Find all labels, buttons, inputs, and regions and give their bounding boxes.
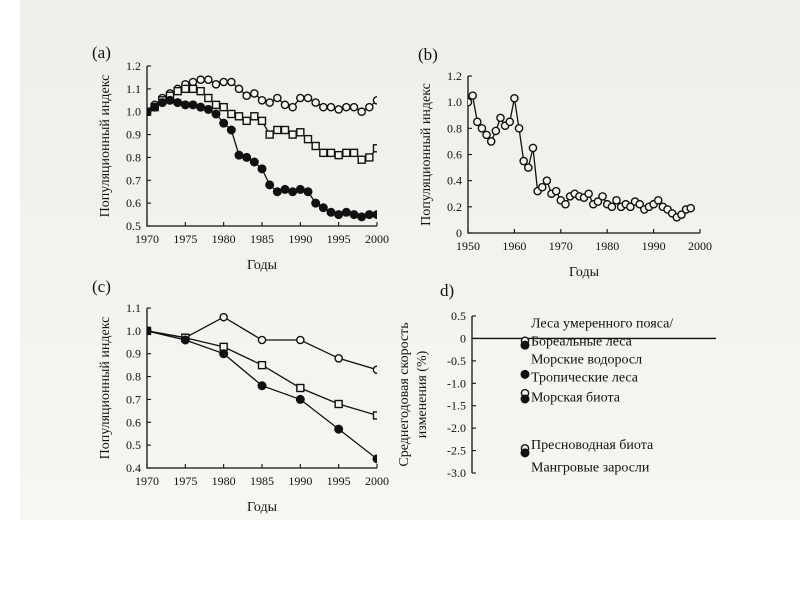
series-2-point	[374, 412, 381, 419]
y-tick-label: 1.0	[126, 323, 141, 338]
series-1-point	[220, 78, 227, 85]
series-3-point	[181, 336, 189, 344]
y-tick-label: 0.5	[451, 309, 466, 323]
series-2-point	[358, 156, 365, 163]
series-2-point	[297, 129, 304, 136]
series-3-point	[197, 103, 205, 111]
x-tick-label: 1990	[641, 239, 666, 253]
series-1-point	[251, 90, 258, 97]
series-2-point	[320, 149, 327, 156]
series-3-point	[158, 99, 166, 107]
panel-b	[418, 45, 712, 280]
series-1-point	[320, 104, 327, 111]
series-1-point	[228, 78, 235, 85]
series-1-point	[212, 81, 219, 88]
y-tick-label: -1.0	[447, 376, 466, 391]
point-5	[521, 395, 529, 403]
panel-label: (a)	[92, 43, 111, 62]
series-2-point	[251, 113, 258, 120]
x-tick-label: 1985	[250, 232, 274, 246]
series-1-point	[525, 164, 532, 171]
category-label-1: Леса умеренного пояса/	[531, 316, 674, 332]
series-1-point	[235, 85, 242, 92]
x-axis-label: Годы	[247, 258, 277, 273]
y-axis-label-line-2: изменения (%)	[415, 350, 430, 439]
series-2-point	[236, 113, 243, 120]
y-tick-label: -1.5	[447, 398, 466, 413]
y-tick-label: 0.8	[126, 369, 141, 384]
series-2-point	[213, 101, 220, 108]
series-2-point	[259, 117, 266, 124]
series-1-point	[474, 118, 481, 125]
series-2-point	[274, 127, 281, 134]
y-tick-label: 0	[456, 226, 462, 240]
y-tick-label: 0.6	[447, 147, 462, 162]
category-label-6: Пресноводная биота	[531, 437, 654, 453]
series-1-point	[297, 94, 304, 101]
y-tick-label: 1.1	[126, 301, 141, 315]
x-tick-label: 1980	[595, 239, 620, 253]
x-tick-label: 1985	[250, 474, 274, 488]
series-1-point	[366, 104, 373, 111]
series-3-point	[212, 110, 220, 118]
series-3-point	[189, 101, 197, 109]
series-3-point	[319, 204, 327, 212]
panel-label: (c)	[92, 277, 111, 296]
series-1-point	[312, 99, 319, 106]
x-tick-label: 1970	[548, 239, 573, 253]
point-3	[521, 370, 529, 378]
x-tick-label: 1970	[135, 232, 159, 246]
series-1-point	[464, 99, 471, 106]
category-label-7: Мангровые заросли	[531, 460, 650, 476]
series-3-point	[151, 103, 159, 111]
series-3-point	[312, 199, 320, 207]
series-2-point	[259, 362, 266, 369]
series-1-point	[511, 95, 518, 102]
category-label-4: Тропические леса	[531, 370, 638, 386]
series-1-point	[274, 94, 281, 101]
y-tick-label: -3.0	[447, 466, 466, 480]
series-3-point	[358, 213, 366, 221]
y-tick-label: 1.1	[126, 81, 141, 96]
panel-a	[92, 43, 389, 273]
series-1-point	[373, 97, 380, 104]
series-1-point	[258, 336, 265, 343]
series-1-point	[515, 125, 522, 132]
series-2-point	[174, 88, 181, 95]
series-2-point	[335, 401, 342, 408]
y-axis-label: Популяционный индекс	[98, 316, 113, 460]
x-tick-label: 1990	[288, 232, 313, 246]
y-tick-label: 0.2	[447, 199, 462, 214]
series-3-point	[204, 105, 212, 113]
series-2-point	[366, 154, 373, 161]
y-tick-label: 0.9	[126, 346, 141, 361]
y-tick-label: 0.9	[126, 127, 141, 142]
panel-label: d)	[440, 281, 455, 300]
series-3-point	[335, 211, 343, 219]
y-tick-label: 1.2	[447, 69, 462, 83]
series-1-point	[543, 177, 550, 184]
panel-label: (b)	[418, 45, 438, 64]
series-group	[143, 76, 381, 221]
series-1-point	[197, 76, 204, 83]
series-1-point	[220, 314, 227, 321]
series-1-point	[189, 78, 196, 85]
series-1-point	[335, 355, 342, 362]
series-3-point	[220, 350, 228, 358]
series-group	[143, 314, 381, 463]
series-3-point	[304, 188, 312, 196]
x-tick-label: 1995	[326, 232, 351, 246]
y-tick-label: 1.2	[126, 59, 141, 73]
x-axis-label: Годы	[247, 500, 277, 515]
panel-d	[397, 281, 716, 480]
y-tick-label: 1.0	[447, 95, 462, 110]
y-tick-label: 0.7	[126, 173, 141, 188]
series-3-point	[227, 126, 235, 134]
category-label-5: Морская биота	[531, 390, 620, 406]
series-1-point	[529, 144, 536, 151]
series-3-point	[258, 165, 266, 173]
series-1-point	[297, 336, 304, 343]
series-1-point	[539, 184, 546, 191]
series-group	[464, 92, 694, 221]
series-1-point	[335, 106, 342, 113]
point-7	[521, 449, 529, 457]
series-1-point	[613, 197, 620, 204]
series-3-point	[250, 158, 258, 166]
series-3-point	[289, 188, 297, 196]
y-tick-label: 0.4	[447, 173, 462, 188]
series-3-point	[243, 153, 251, 161]
series-2-point	[220, 104, 227, 111]
series-3-point	[373, 455, 381, 463]
x-tick-label: 1975	[173, 232, 198, 246]
category-label-3: Морские водоросл	[531, 352, 643, 368]
series-3-point	[143, 327, 151, 335]
series-1-point	[358, 108, 365, 115]
series-1-point	[478, 125, 485, 132]
series-2-point	[343, 149, 350, 156]
series-1-point	[488, 138, 495, 145]
series-2-point	[266, 131, 273, 138]
series-1-point	[585, 190, 592, 197]
series-3-point	[365, 211, 373, 219]
series-3-point	[273, 188, 281, 196]
series-2-point	[228, 111, 235, 118]
x-tick-label: 1995	[326, 474, 351, 488]
y-tick-label: -0.5	[447, 353, 466, 368]
series-2-point	[282, 127, 289, 134]
x-tick-label: 1960	[502, 239, 527, 253]
y-tick-label: 0.8	[126, 150, 141, 165]
series-1-point	[266, 99, 273, 106]
series-2-point	[182, 85, 189, 92]
x-tick-label: 1990	[288, 474, 313, 488]
series-1-point	[327, 104, 334, 111]
y-tick-label: -2.0	[447, 421, 466, 436]
series-1-point	[289, 104, 296, 111]
series-1-point	[350, 104, 357, 111]
series-3-point	[342, 208, 350, 216]
series-2-point	[312, 143, 319, 150]
series-2-point	[335, 152, 342, 159]
series-3-point	[296, 395, 304, 403]
series-2-point	[243, 117, 250, 124]
series-3-line	[147, 331, 377, 459]
point-2	[521, 341, 529, 349]
series-2-point	[328, 149, 335, 156]
y-axis-label: Популяционный индекс	[419, 83, 434, 226]
x-tick-label: 1970	[135, 474, 159, 488]
series-1-point	[506, 118, 513, 125]
series-3-point	[181, 101, 189, 109]
series-2-point	[305, 136, 312, 143]
series-1-point	[655, 197, 662, 204]
series-2-point	[197, 88, 204, 95]
y-tick-label: 0.4	[126, 461, 141, 475]
series-3-point	[166, 96, 174, 104]
y-tick-label: -2.5	[447, 443, 466, 458]
series-2-point	[374, 145, 381, 152]
x-tick-label: 1975	[173, 474, 198, 488]
y-tick-label: 0.7	[126, 392, 141, 407]
series-1-point	[483, 131, 490, 138]
y-tick-label: 0.5	[126, 219, 141, 233]
series-3-point	[296, 185, 304, 193]
x-tick-label: 1980	[211, 474, 236, 488]
series-3-point	[143, 108, 151, 116]
y-tick-label: 0	[460, 331, 466, 346]
y-tick-label: 1.0	[126, 104, 141, 119]
series-2-point	[297, 385, 304, 392]
series-2-point	[289, 131, 296, 138]
series-1-point	[687, 205, 694, 212]
series-2-point	[205, 95, 212, 102]
series-3-point	[266, 181, 274, 189]
series-3-point	[258, 382, 266, 390]
x-tick-label: 1980	[211, 232, 236, 246]
series-3-point	[220, 119, 228, 127]
series-1-point	[281, 101, 288, 108]
y-tick-label: 0.6	[126, 196, 141, 211]
x-axis-label: Годы	[569, 265, 599, 280]
series-3-point	[174, 99, 182, 107]
y-axis-label-line-1: Среднегодовая скорость	[397, 322, 412, 467]
series-1-point	[205, 76, 212, 83]
series-3-point	[350, 211, 358, 219]
series-2-point	[190, 85, 197, 92]
panel-c	[92, 277, 389, 515]
y-tick-label: 0.8	[447, 121, 462, 136]
series-3-point	[373, 211, 381, 219]
series-1-point	[492, 127, 499, 134]
x-tick-label: 2000	[365, 474, 389, 488]
y-tick-label: 0.6	[126, 415, 141, 430]
category-label-2: Бореальные леса	[531, 334, 632, 350]
series-3-point	[327, 208, 335, 216]
series-1-point	[469, 92, 476, 99]
x-tick-label: 1950	[456, 239, 480, 253]
series-1-point	[373, 366, 380, 373]
series-1-point	[608, 203, 615, 210]
series-3-point	[335, 425, 343, 433]
series-1-point	[258, 97, 265, 104]
x-tick-label: 2000	[688, 239, 712, 253]
series-2-point	[351, 149, 358, 156]
x-tick-label: 2000	[365, 232, 389, 246]
series-1-point	[553, 188, 560, 195]
series-3-point	[235, 151, 243, 159]
series-1-point	[304, 94, 311, 101]
series-1-point	[562, 201, 569, 208]
series-3-point	[281, 185, 289, 193]
y-axis-label: Популяционный индекс	[98, 74, 113, 218]
series-1-point	[343, 104, 350, 111]
series-1-point	[497, 114, 504, 121]
series-1-point	[599, 193, 606, 200]
y-tick-label: 0.5	[126, 438, 141, 453]
series-1-point	[243, 92, 250, 99]
series-1-point	[520, 157, 527, 164]
